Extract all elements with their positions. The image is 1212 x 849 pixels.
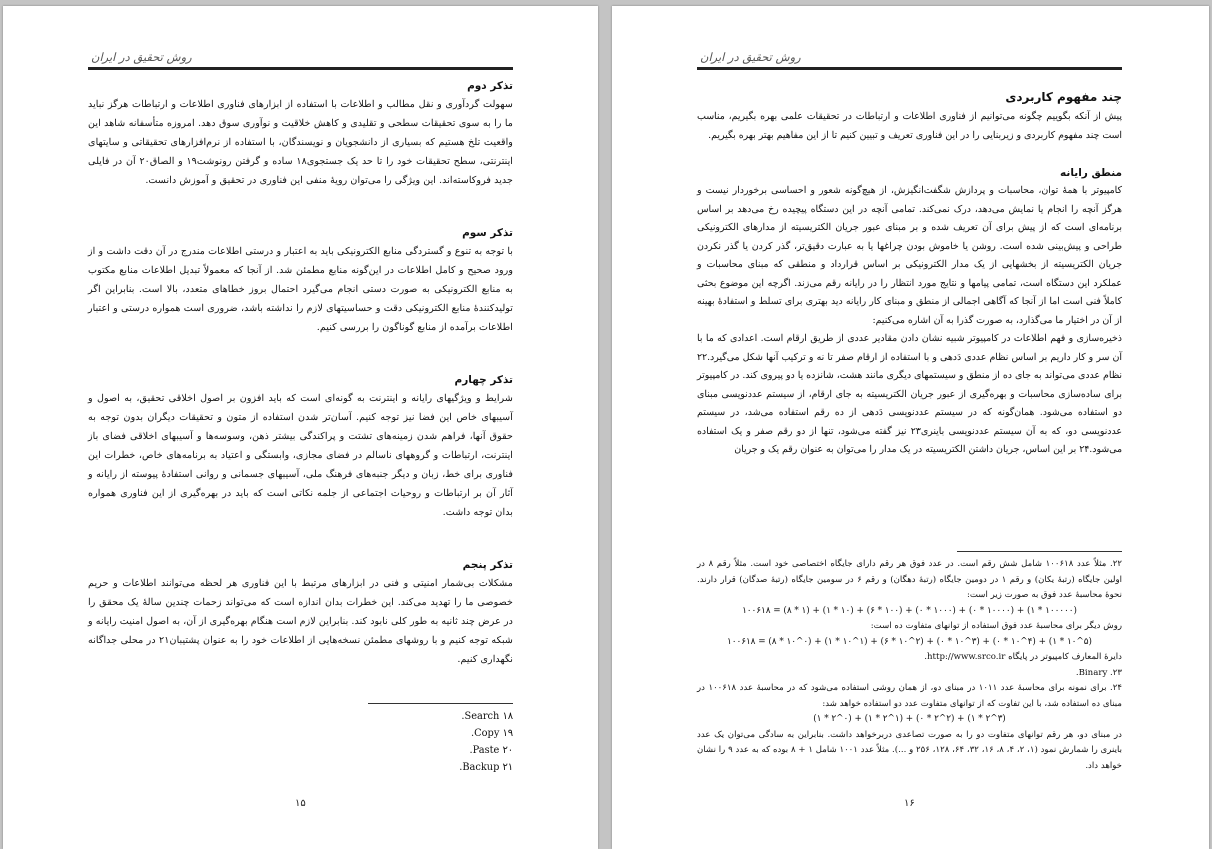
footnote: .Paste ۲۰ [469,745,513,756]
left-page [3,6,598,849]
footnote: ۲۳. Binary. [1075,667,1122,678]
right-page-body [697,82,1122,460]
footnote-equation: ۱۰۰۶۱۸ = (۸ * ۱۰^۰) + (۱ * ۱۰^۱) + (۶ * ۱۰^۲) + (۰ * ۱۰^۳) + (۰ * ۱۰^۴) + (۱ * ۱۰^۵) [727,636,1092,647]
footnote: ۲۴. برای نمونه برای محاسبهٔ عدد ۱۰۱۱ در مبنای دو، از همان روشی استفاده می‌شود که در محاسبهٔ عدد ۱۰۰۶۱۸ در مبنای ده استفاده شد، با این تفاوت که از توانهای متفاوت عدد دو استفاده خواهد شد: [697,683,1122,709]
footnote: .Search ۱۸ [461,711,513,722]
paragraph: کامپیوتر با همهٔ توان، محاسبات و پردازش شگفت‌انگیزش، از هیچ‌گونه شعور و احساسی برخوردار نیست و هرگز آنچه را انجام یا نمایش می‌دهد، درک نمی‌کند. تمامی آنچه در این دستگاه پیچیده رخ می‌دهد بر اساس برنامه‌ای است که از پیش برای آن تعریف شده و بر مبنای عبور جریان الکتریسیته از مدارهای الکترونیکی طراحی و پیش‌بینی شده است. روشن یا خاموش بودن چراغها یا به عبارت دقیق‌تر، گذر کردن یا گذر نکردن جریان الکتریسیته از بخشهایی از یک مدار الکترونیکی بر اساس قرارداد و منطقی که مبنای محاسبات و عملکرد این دستگاه است، تمامی پیامها و نتایج مورد انتظار را در رایانه رقم می‌زند. اگرچه این موضوع بحثی کاملاً فنی است اما از آنجا که آگاهی اجمالی از منطق و مبنای کار رایانه دید بهتری برای تسلط و استفادهٔ بهینه از آن در اختیار ما می‌گذارد، به صورت گذرا به آن اشاره می‌کنیم: [697,185,1122,326]
section-fifth-note [88,559,513,669]
footnote-rule [957,551,1122,552]
running-head: روش تحقیق در ایران [700,50,801,64]
header-rule [88,67,513,70]
section-second-note [88,80,513,190]
footnote: در مبنای دو، هر رقم توانهای متفاوت دو را به صورت تصاعدی دربرخواهد داشت. بنابراین به سادگی می‌توان یک عدد باینری را شمارش نمود (۱، ۲، ۴، ۸، ۱۶، ۳۲، ۶۴، ۱۲۸، ۲۵۶ و ...). مثلاً عدد ۱۰۰۱ شامل ۱ + ۸ بوده که به عدد ۹ را نشان خواهد داد. [697,729,1122,771]
footnotes [697,557,1122,774]
section-heading: تذکر پنجم [462,559,513,571]
section-heading: تذکر سوم [462,227,513,239]
paragraph: ذخیره‌سازی و فهم اطلاعات در کامپیوتر شبیه نشان دادن مقادیر عددی از طریق ارقام است. اعدادی که ما با آن سر و کار داریم بر اساس نظام عددی دَدهی و با استفاده از ارقام صفر تا نه و ترکیب آنها شکل می‌گیرد.۲۲ نظام عددی می‌تواند به جای ده از منطق و سیستمهای دیگری مانند هشت، شانزده یا دو پیروی کند. در کامپیوتر برای ساده‌سازی محاسبات و بهره‌گیری از عبور جریان الکتریسیته به جای ارقام، از سیستم عددنویسی مبنای دو استفاده می‌شود. همان‌گونه که در سیستم عددنویسی دَدهی از ده رقم استفاده می‌شد، در سیستم عددنویسی دو، که به آن سیستم عددنویسی باینری۲۳ نیز گفته می‌شود، تنها از دو رقم صفر و یک استفاده می‌شود.۲۴ بر این اساس، جریان داشتن الکتریسیته در یک مدار را می‌توان به عنوان رقم یک و جریان [697,333,1122,455]
section-text: سهولت گردآوری و نقل مطالب و اطلاعات با استفاده از ابزارهای فناوری اطلاعات و ارتباطات هرگز نباید ما را به سوی تحقیقات سطحی و تقلیدی و کاهش خلاقیت و نوآوری سوق دهد. امروزه متأسفانه شاهد این واقعیت تلخ هستیم که بسیاری از دانشجویان و نویسندگان، با استفاده از نرم‌افزارهای تحقیقاتی و سایتهای اینترنتی، سطح تحقیقات خود را تا حد یک جستجوی۱۸ ساده و گرفتن رونوشت۱۹ و الصاق۲۰ آن در فایلی جدید فروکاسته‌اند. این ویژگی را می‌توان رویهٔ منفی این فناوری در تحقیق و آموزش دانست. [88,99,513,186]
footnote: روش دیگر برای محاسبهٔ عدد فوق استفاده از توانهای متفاوت ده است: [870,621,1122,631]
section-text: با توجه به تنوع و گستردگی منابع الکترونیکی باید به اعتبار و درستی اطلاعات مندرج در آن دقت داشت و از ورود صحیح و کامل اطلاعات در این‌گونه منابع مطمئن شد. از آنجا که معمولاً تبدیل اطلاعات منابع مکتوب به منابع الکترونیکی به صورت دستی انجام می‌گیرد احتمال بروز خطاهای متعدد، بالا است. بنابراین اگر تولیدکنندهٔ منابع الکترونیکی دقت و حساسیتهای لازم را نداشته باشد، ضروری است همواره درستی و اعتبار اطلاعات برآمده از منابع گوناگون را بررسی کنیم. [88,246,513,333]
section-title: چند مفهوم کاربردی [1005,90,1122,104]
footnote: دایرهٔ المعارف کامپیوتر در پایگاه http://www.srco.ir. [924,652,1122,662]
left-page-body [88,78,513,706]
right-page [612,6,1209,849]
footnote-rule [368,703,513,704]
footnote: .Backup ۲۱ [459,762,513,773]
section-heading: تذکر دوم [467,80,513,92]
footnote-equation: ۱۰۰۶۱۸ = (۸ * ۱) + (۱ * ۱۰) + (۶ * ۱۰۰) + (۰ * ۱۰۰۰) + (۰ * ۱۰۰۰۰) + (۱ * ۱۰۰۰۰۰) [742,605,1077,616]
footnote: ۲۲. مثلاً عدد ۱۰۰۶۱۸ شامل شش رقم است. در عدد فوق هر رقم دارای جایگاه اختصاصی خود است. مثلاً رقم ۸ در اولین جایگاه (رتبهٔ یکان) و رقم ۱ در دومین جایگاه (رتبهٔ دهگان) و رقم ۶ در سومین جایگاه (رتبهٔ صدگان) قرار دارند. نحوهٔ محاسبهٔ عدد فوق به صورت زیر است: [697,559,1122,600]
page-number: ۱۶ [904,798,915,809]
intro-paragraph: پیش از آنکه بگوییم چگونه می‌توانیم از فناوری اطلاعات و ارتباطات در تحقیقات علمی بهره بگیریم، مناسب است چند مفهوم کاربردی و زیربنایی را در این فناوری تعریف و تبیین کنیم تا از این مفاهیم بهتر بهره بگیریم. [697,111,1122,141]
section-third-note [88,227,513,337]
section-heading: تذکر چهارم [454,374,513,386]
running-head: روش تحقیق در ایران [91,50,192,64]
section-fourth-note [88,374,513,522]
page-number: ۱۵ [295,798,306,809]
footnotes [383,708,513,776]
section-text: مشکلات بی‌شمار امنیتی و فنی در ابزارهای مرتبط با این فناوری هر لحظه می‌توانند اطلاعات و حریم خصوصی ما را تهدید می‌کند. این خطرات بدان اندازه است که می‌تواند زحمات چندین سالهٔ یک محقق را در عرض چند ثانیه به طور کلی نابود کند. بنابراین لازم است هنگام بهره‌گیری از آن، به اصول امنیت رایانه و شبکه توجه کنیم و با روشهای مطمئن نسخه‌هایی از اطلاعات خود را به عنوان پشتیبان۲۱ در محلی جداگانه نگهداری کنیم. [88,578,513,665]
header-rule [697,67,1122,70]
section-text: شرایط و ویژگیهای رایانه و اینترنت به گونه‌ای است که باید افزون بر اصول اخلاقی تحقیق، به اصول و آسیبهای خاص این فضا نیز توجه کنیم. آسان‌تر شدن استفاده از متون و تحقیقات دیگران بدون توجه به حقوق آنها، فراهم شدن زمینه‌های تشتت و پراکندگی بیشتر ذهن، وسوسه‌ها و آسیبهای اخلاقی فضای باز اینترنت، ارتباطات و گروههای ناسالم در فضای مجازی، وابستگی و اعتیاد به برنامه‌های خاص، خطرات این فناوری برای خط، زبان و دیگر جنبه‌های فرهنگ ملی، آسیبهای جسمانی و روانی استفادهٔ پیوسته از رایانه و آثار آن بر ارتباطات و روحیات اجتماعی از جلمه نکاتی است که باید در بهره‌گیری از این فناوری همواره بدان توجه داشت. [88,393,513,518]
footnote: .Copy ۱۹ [471,728,513,739]
footnote-equation: (۱ * ۲^۰) + (۱ * ۲^۱) + (۰ * ۲^۲) + (۱ * ۲^۳) [813,714,1006,724]
subheading: منطق رایانه [1060,167,1122,179]
